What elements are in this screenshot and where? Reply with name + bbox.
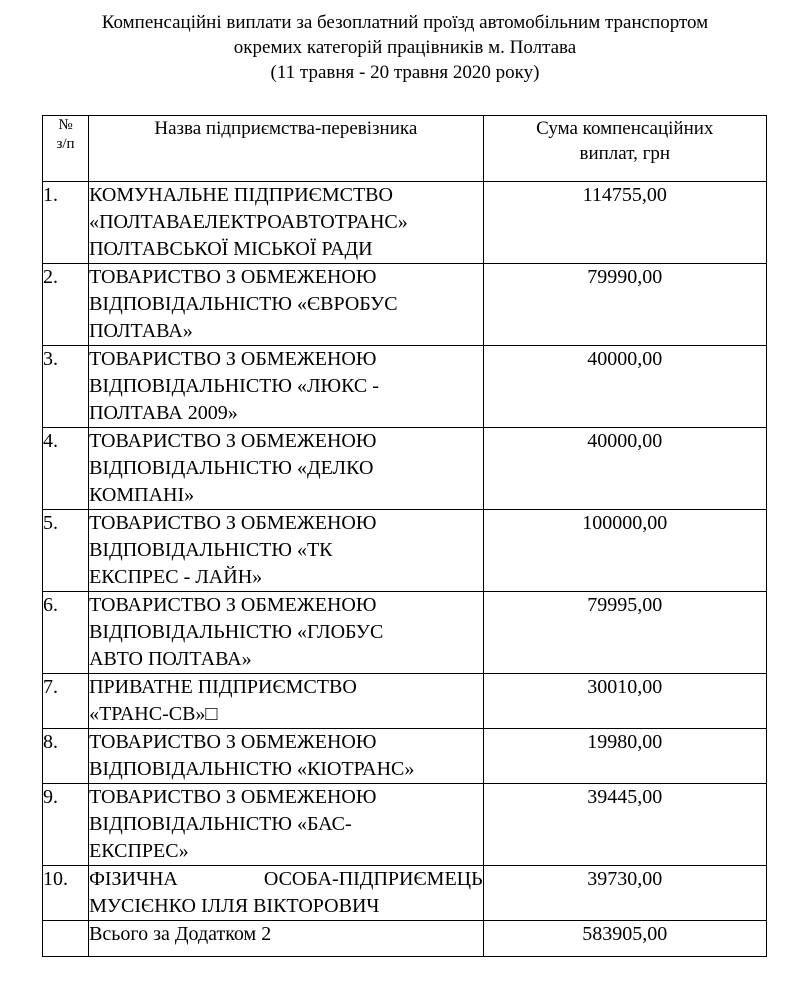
company-name-line: ТОВАРИСТВО З ОБМЕЖЕНОЮ [89, 731, 377, 753]
company-name-line: ВІДПОВІДАЛЬНІСТЮ «ЛЮКС - [89, 375, 379, 397]
title-line-1: Компенсаційні виплати за безоплатний проїзд автомобільним транспортом [101, 12, 709, 33]
row-number: 2. [43, 264, 89, 346]
header-number-line-2: з/п [56, 136, 75, 152]
table-row [43, 346, 767, 428]
title-line-3: (11 травня - 20 травня 2020 року) [270, 62, 540, 83]
header-number-line-1: № [58, 117, 73, 133]
company-name-line: ФІЗИЧНА ОСОБА-ПІДПРИЄМЕЦЬ [89, 868, 483, 890]
table-row [43, 264, 767, 346]
table-row [43, 784, 767, 866]
table-row [43, 592, 767, 674]
compensation-amount: 79990,00 [483, 264, 766, 346]
company-name [89, 784, 484, 866]
compensation-amount: 39445,00 [483, 784, 766, 866]
company-name-line: ТОВАРИСТВО З ОБМЕЖЕНОЮ [89, 348, 377, 370]
row-number: 3. [43, 346, 89, 428]
company-name [89, 866, 484, 921]
document-title [0, 10, 810, 85]
table-header-row [43, 116, 767, 182]
row-number: 9. [43, 784, 89, 866]
total-row [43, 921, 767, 957]
total-number [43, 921, 89, 957]
compensation-amount: 114755,00 [483, 182, 766, 264]
company-name-line: ЕКСПРЕС - ЛАЙН» [89, 566, 263, 588]
table-row [43, 729, 767, 784]
company-name-line: ВІДПОВІДАЛЬНІСТЮ «БАС- [89, 813, 352, 835]
company-name [89, 346, 484, 428]
compensation-amount: 100000,00 [483, 510, 766, 592]
title-line-2: окремих категорій працівників м. Полтава [233, 37, 577, 58]
table-row [43, 182, 767, 264]
total-label: Всього за Додатком 2 [89, 921, 484, 957]
company-name [89, 674, 484, 729]
header-company-name: Назва підприємства-перевізника [89, 116, 484, 182]
header-sum-line-1: Сума компенсаційних [536, 118, 714, 139]
company-name [89, 510, 484, 592]
company-name-line: ВІДПОВІДАЛЬНІСТЮ «КІОТРАНС» [89, 758, 415, 780]
row-number: 1. [43, 182, 89, 264]
company-name [89, 729, 484, 784]
table-body [43, 182, 767, 957]
row-number: 5. [43, 510, 89, 592]
company-name [89, 264, 484, 346]
row-number: 4. [43, 428, 89, 510]
row-number: 8. [43, 729, 89, 784]
company-name-line: ТОВАРИСТВО З ОБМЕЖЕНОЮ [89, 786, 377, 808]
compensation-amount: 19980,00 [483, 729, 766, 784]
compensation-amount: 40000,00 [483, 428, 766, 510]
table-row [43, 866, 767, 921]
compensation-amount: 30010,00 [483, 674, 766, 729]
company-name-line: «ПОЛТАВАЕЛЕКТРОАВТОТРАНС» [89, 211, 408, 233]
company-name-line: ВІДПОВІДАЛЬНІСТЮ «ГЛОБУС [89, 621, 384, 643]
table-row [43, 428, 767, 510]
compensation-amount: 79995,00 [483, 592, 766, 674]
company-name-line: ЕКСПРЕС» [89, 840, 189, 862]
row-number: 6. [43, 592, 89, 674]
company-name-line: ТОВАРИСТВО З ОБМЕЖЕНОЮ [89, 512, 377, 534]
table-row [43, 510, 767, 592]
company-name [89, 428, 484, 510]
compensation-amount: 39730,00 [483, 866, 766, 921]
company-name-line: «ТРАНС-СВ»□ [89, 703, 218, 725]
company-name-line: ВІДПОВІДАЛЬНІСТЮ «ЄВРОБУС [89, 293, 398, 315]
row-number: 10. [43, 866, 89, 921]
company-name-line: ПРИВАТНЕ ПІДПРИЄМСТВО [89, 676, 357, 698]
header-number [43, 116, 89, 182]
company-name-line: МУСІЄНКО ІЛЛЯ ВІКТОРОВИЧ [89, 895, 380, 917]
company-name-line: ТОВАРИСТВО З ОБМЕЖЕНОЮ [89, 266, 377, 288]
company-name-line: ПОЛТАВСЬКОЇ МІСЬКОЇ РАДИ [89, 238, 373, 260]
company-name-line: ТОВАРИСТВО З ОБМЕЖЕНОЮ [89, 430, 377, 452]
company-name-line: КОМУНАЛЬНЕ ПІДПРИЄМСТВО [89, 184, 393, 206]
table-row [43, 674, 767, 729]
total-amount: 583905,00 [483, 921, 766, 957]
row-number: 7. [43, 674, 89, 729]
company-name-line: ВІДПОВІДАЛЬНІСТЮ «ДЕЛКО [89, 457, 374, 479]
company-name [89, 182, 484, 264]
company-name [89, 592, 484, 674]
compensation-amount: 40000,00 [483, 346, 766, 428]
company-name-line: ПОЛТАВА» [89, 320, 193, 342]
company-name-line: АВТО ПОЛТАВА» [89, 648, 252, 670]
header-sum-line-2: виплат, грн [579, 143, 671, 164]
header-sum [483, 116, 766, 182]
company-name-line: КОМПАНІ» [89, 484, 195, 506]
company-name-line: ВІДПОВІДАЛЬНІСТЮ «ТК [89, 539, 333, 561]
company-name-line: ПОЛТАВА 2009» [89, 402, 238, 424]
compensation-table [42, 115, 767, 957]
company-name-line: ТОВАРИСТВО З ОБМЕЖЕНОЮ [89, 594, 377, 616]
